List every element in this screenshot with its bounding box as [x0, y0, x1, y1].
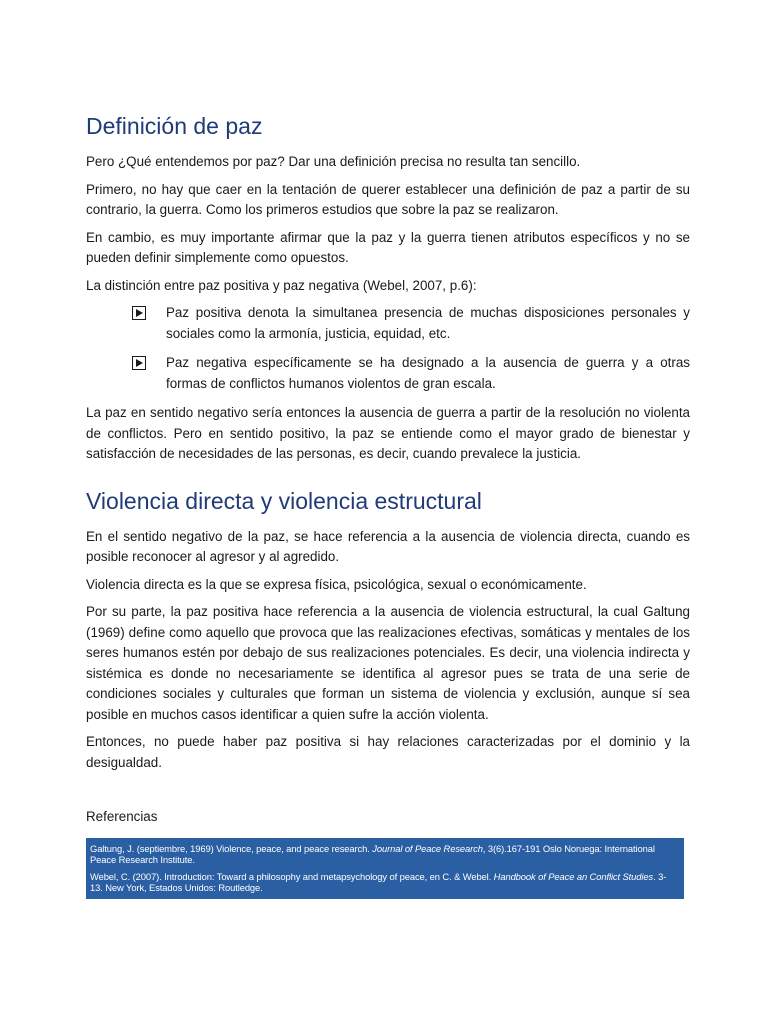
- section-title-definicion-de-paz: Definición de paz: [86, 113, 263, 139]
- reference-item: [90, 843, 678, 865]
- reference-text: . 3-13. New York, Estados Unidos: Routledge.: [90, 870, 667, 893]
- paragraph: Por su parte, la paz positiva hace referencia a la ausencia de violencia estructural, la cual Galtung (1969) define como aquello que provoca que las realizaciones efectivas, somáticas y mentales de los seres humanos estén por debajo de sus realizaciones potenciales. Es decir, una violencia indirecta y sistémica es donde no necesariamente se identifica al agresor pues se trata de una serie de condiciones sociales y culturales que forman un sistema de violencia y exclusión, aunque sí sea posible en muchos casos identificar a quien sufre la acción violenta.: [86, 604, 690, 722]
- paragraph: Pero ¿Qué entendemos por paz? Dar una definición precisa no resulta tan sencillo.: [86, 154, 581, 169]
- reference-book: Handbook of Peace an Conflict Studies: [493, 870, 654, 882]
- paragraph: Primero, no hay que caer en la tentación de querer establecer una definición de paz a partir de su contrario, la guerra. Como los primeros estudios que sobre la paz se realizaron.: [86, 181, 690, 217]
- paragraph: En cambio, es muy importante afirmar que la paz y la guerra tienen atributos específicos y no se pueden definir simplemente como opuestos.: [86, 229, 690, 265]
- reference-item: [90, 871, 678, 893]
- play-arrow-box-icon: [132, 306, 146, 320]
- paragraph: La paz en sentido negativo sería entonces la ausencia de guerra a partir de la resolución no violenta de conflictos. Pero en sentido positivo, la paz se entiende como el mayor grado de bienestar y satisfacción de necesidades de las personas, es decir, cuando prevalece la justicia.: [86, 405, 690, 461]
- play-arrow-box-icon: [132, 356, 146, 370]
- list-item: [132, 353, 690, 394]
- references-title: Referencias: [86, 809, 158, 824]
- section-title-violencia: Violencia directa y violencia estructural: [86, 487, 482, 514]
- reference-text: Webel, C. (2007). Introduction: Toward a philosophy and metapsychology of peace, en C. & Webel.: [90, 870, 494, 882]
- paragraph: Violencia directa es la que se expresa física, psicológica, sexual o económicamente.: [86, 576, 587, 592]
- list-item: [132, 303, 690, 344]
- bullet-list: [86, 303, 690, 394]
- reference-journal: Journal of Peace Research: [372, 842, 483, 854]
- references-box: [86, 838, 684, 899]
- reference-text: Galtung, J. (septiembre, 1969) Violence, peace, and peace research.: [90, 842, 373, 854]
- paragraph: La distinción entre paz positiva y paz negativa (Webel, 2007, p.6):: [86, 277, 477, 293]
- list-item-text: Paz positiva denota la simultanea presencia de muchas disposiciones personales y sociales como la armonía, justicia, equidad, etc.: [166, 305, 690, 341]
- list-item-text: Paz negativa específicamente se ha designado a la ausencia de guerra y a otras formas de conflictos humanos violentos de gran escala.: [166, 355, 690, 391]
- reference-text: , 3(6).167-191 Oslo Noruega: International Peace Research Institute.: [90, 842, 655, 865]
- paragraph: En el sentido negativo de la paz, se hace referencia a la ausencia de violencia directa, cuando es posible reconocer al agresor y al agredido.: [86, 528, 690, 564]
- paragraph: Entonces, no puede haber paz positiva si hay relaciones caracterizadas por el dominio y la desigualdad.: [86, 734, 690, 770]
